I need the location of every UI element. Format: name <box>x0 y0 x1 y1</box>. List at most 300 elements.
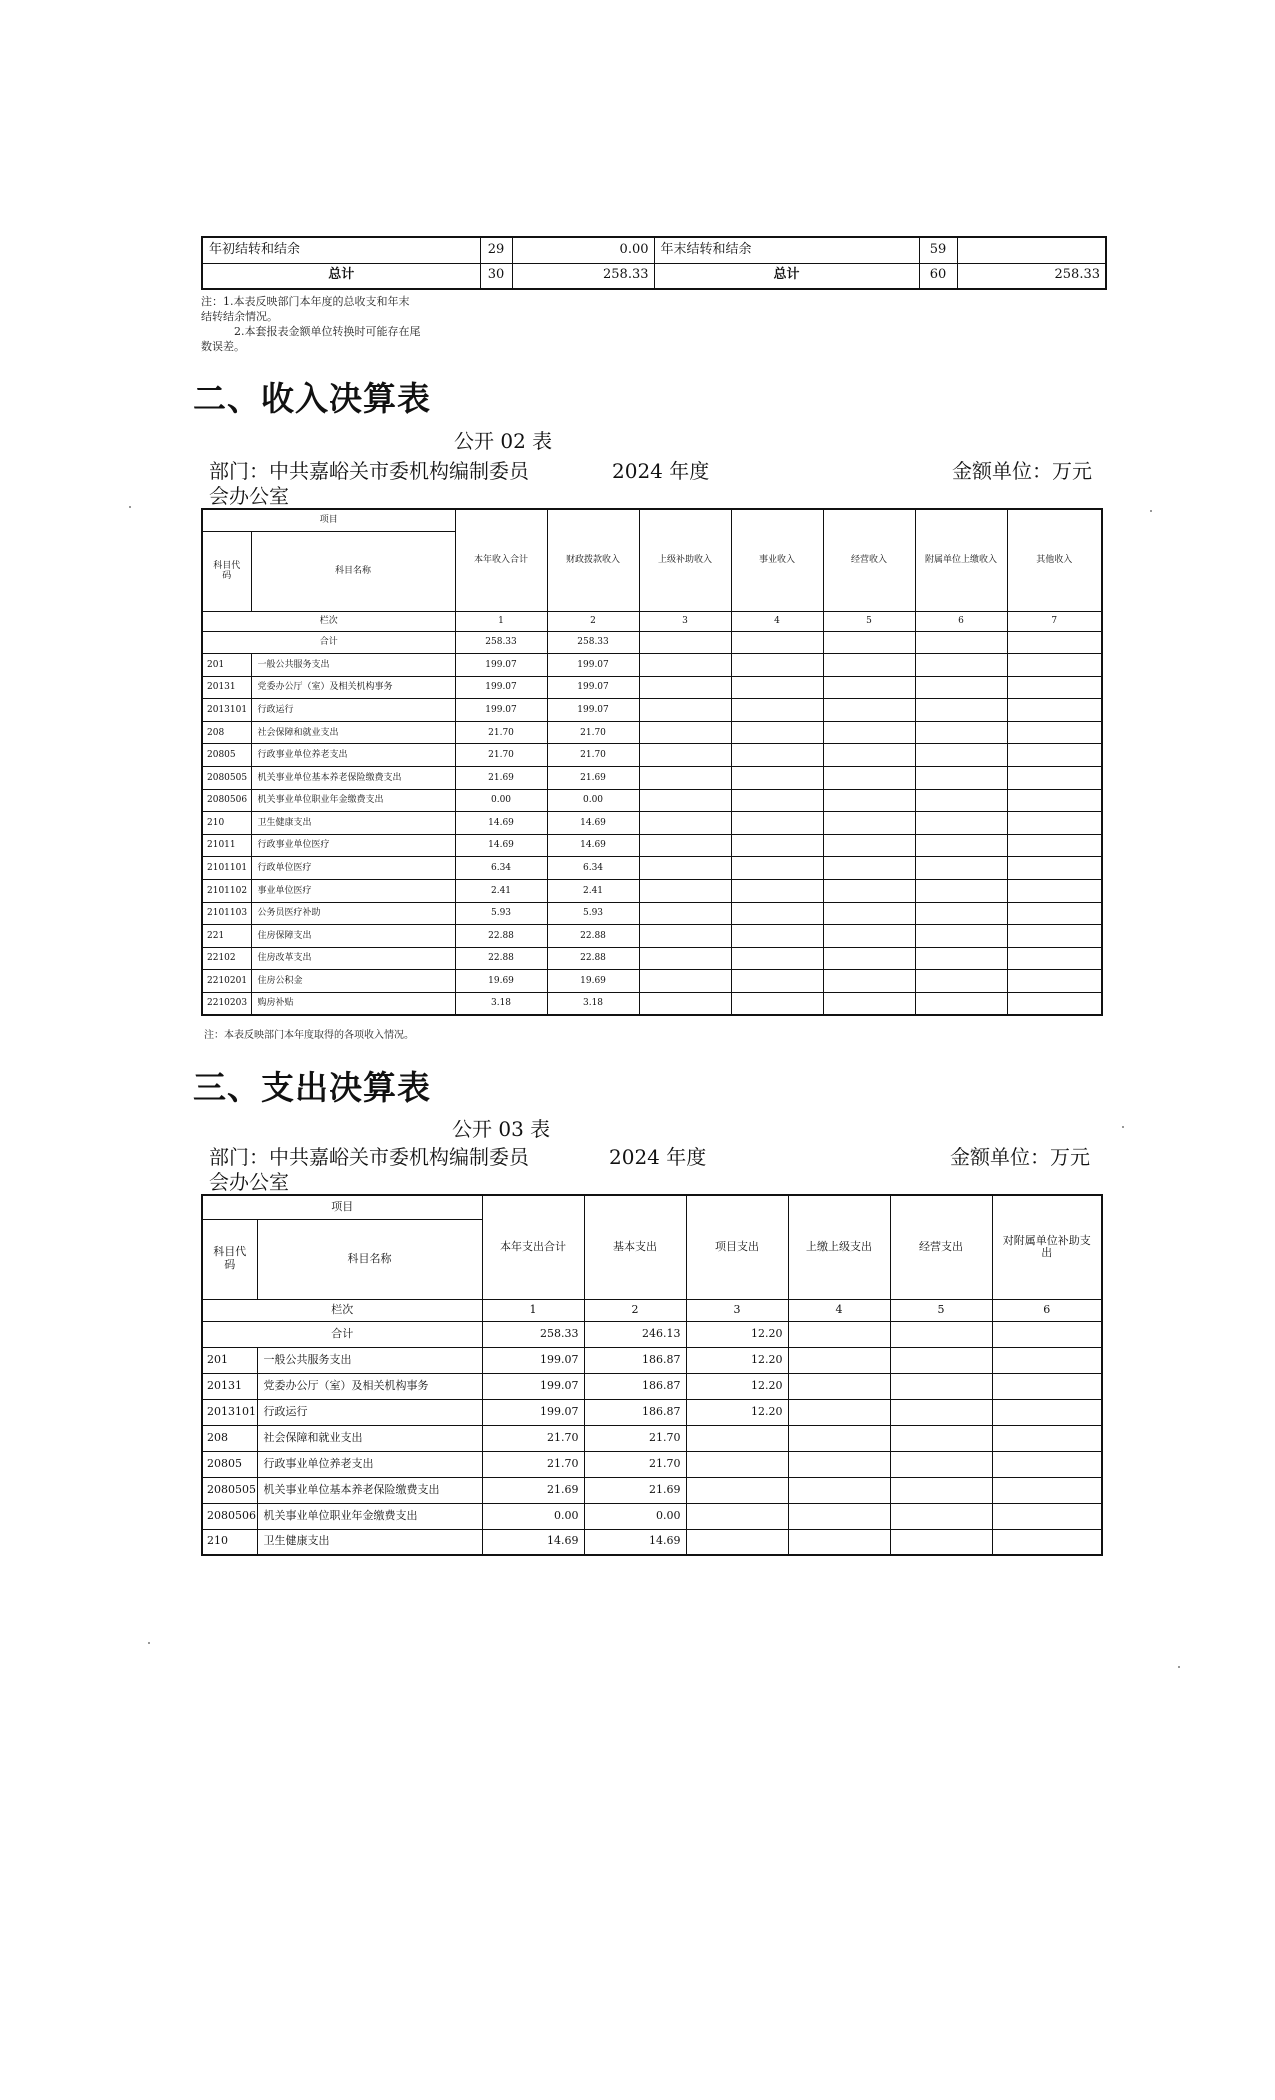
table-row <box>202 880 1102 903</box>
row-name: 党委办公厅（室）及相关机构事务 <box>257 1373 482 1399</box>
header-col: 对附属单位补助支出 <box>992 1195 1102 1299</box>
row-code: 2080506 <box>202 1503 257 1529</box>
row-amount <box>957 237 1106 263</box>
row-name: 机关事业单位职业年金缴费支出 <box>251 789 455 812</box>
row-name: 卫生健康支出 <box>251 812 455 835</box>
row-code: 2101101 <box>202 857 251 880</box>
note-line: 2.本套报表金额单位转换时可能存在尾 <box>234 325 421 338</box>
empty-cell <box>639 902 731 925</box>
empty-cell <box>915 654 1007 677</box>
row-value: 2.41 <box>547 880 639 903</box>
empty-cell <box>1007 993 1102 1016</box>
empty-cell <box>639 789 731 812</box>
empty-cell <box>731 834 823 857</box>
header-col: 上级补助收入 <box>639 509 731 611</box>
table-row <box>202 857 1102 880</box>
row-label: 年初结转和结余 <box>202 237 480 263</box>
empty-cell <box>992 1529 1102 1555</box>
row-name: 社会保障和就业支出 <box>257 1425 482 1451</box>
row-value: 3.18 <box>455 993 547 1016</box>
row-value: 5.93 <box>455 902 547 925</box>
empty-cell <box>823 947 915 970</box>
header-row <box>202 509 1102 531</box>
empty-cell <box>639 676 731 699</box>
table-row <box>202 1503 1102 1529</box>
column-number: 3 <box>639 611 731 631</box>
empty-cell <box>731 699 823 722</box>
table-row <box>202 1451 1102 1477</box>
row-name: 行政运行 <box>251 699 455 722</box>
empty-cell <box>639 993 731 1016</box>
empty-cell <box>823 902 915 925</box>
row-code: 20805 <box>202 744 251 767</box>
row-value: 14.69 <box>547 834 639 857</box>
row-code: 2013101 <box>202 1399 257 1425</box>
column-number: 2 <box>584 1299 686 1321</box>
empty-cell <box>992 1451 1102 1477</box>
row-code: 2080505 <box>202 1477 257 1503</box>
column-number-row <box>202 1299 1102 1321</box>
row-name: 行政事业单位养老支出 <box>251 744 455 767</box>
empty-cell <box>1007 654 1102 677</box>
row-value: 21.70 <box>547 721 639 744</box>
row-value: 6.34 <box>547 857 639 880</box>
row-name: 一般公共服务支出 <box>251 654 455 677</box>
row-value <box>686 1477 788 1503</box>
row-value: 186.87 <box>584 1399 686 1425</box>
empty-cell <box>639 947 731 970</box>
header-col: 上缴上级支出 <box>788 1195 890 1299</box>
row-code: 208 <box>202 721 251 744</box>
empty-cell <box>890 1477 992 1503</box>
column-number: 4 <box>731 611 823 631</box>
row-value: 199.07 <box>455 654 547 677</box>
row-value: 21.70 <box>455 744 547 767</box>
row-number: 29 <box>480 237 512 263</box>
form-number: 公开 03 表 <box>452 1117 551 1141</box>
empty-cell <box>823 789 915 812</box>
row-number: 60 <box>919 263 957 289</box>
department-name-cont: 会办公室 <box>209 484 289 508</box>
row-value: 199.07 <box>547 699 639 722</box>
column-number: 5 <box>823 611 915 631</box>
empty-cell <box>731 902 823 925</box>
empty-cell <box>890 1451 992 1477</box>
empty-cell <box>731 812 823 835</box>
note-line: 注：1.本表反映部门本年度的总收支和年末 <box>201 295 410 308</box>
empty-cell <box>639 654 731 677</box>
empty-cell <box>1007 631 1102 654</box>
empty-cell <box>1007 902 1102 925</box>
empty-cell <box>1007 880 1102 903</box>
table-row <box>202 947 1102 970</box>
empty-cell <box>992 1503 1102 1529</box>
empty-cell <box>639 699 731 722</box>
header-col: 其他收入 <box>1007 509 1102 611</box>
total-label: 总计 <box>654 263 919 289</box>
row-name: 机关事业单位基本养老保险缴费支出 <box>251 767 455 790</box>
row-value <box>686 1451 788 1477</box>
empty-cell <box>788 1321 890 1347</box>
empty-cell <box>890 1529 992 1555</box>
empty-cell <box>823 880 915 903</box>
row-code: 210 <box>202 812 251 835</box>
income-expense-summary-table <box>201 236 1107 290</box>
empty-cell <box>992 1399 1102 1425</box>
row-code: 2101102 <box>202 880 251 903</box>
row-amount: 258.33 <box>512 263 654 289</box>
empty-cell <box>915 925 1007 948</box>
row-code: 2101103 <box>202 902 251 925</box>
row-code: 2210201 <box>202 970 251 993</box>
table-row <box>202 263 1106 289</box>
row-name: 行政运行 <box>257 1399 482 1425</box>
empty-cell <box>823 970 915 993</box>
row-code: 2080506 <box>202 789 251 812</box>
empty-cell <box>731 925 823 948</box>
row-name: 社会保障和就业支出 <box>251 721 455 744</box>
table-row <box>202 654 1102 677</box>
table-row <box>202 970 1102 993</box>
empty-cell <box>823 767 915 790</box>
empty-cell <box>890 1503 992 1529</box>
empty-cell <box>639 631 731 654</box>
header-col: 事业收入 <box>731 509 823 611</box>
row-name: 行政事业单位养老支出 <box>257 1451 482 1477</box>
row-name: 住房公积金 <box>251 970 455 993</box>
row-value: 22.88 <box>547 947 639 970</box>
row-code: 2013101 <box>202 699 251 722</box>
row-name: 住房改革支出 <box>251 947 455 970</box>
empty-cell <box>915 631 1007 654</box>
empty-cell <box>915 676 1007 699</box>
empty-cell <box>915 789 1007 812</box>
empty-cell <box>639 925 731 948</box>
empty-cell <box>788 1373 890 1399</box>
row-value: 186.87 <box>584 1373 686 1399</box>
header-name: 科目名称 <box>251 531 455 611</box>
expense-statement-table <box>201 1194 1103 1556</box>
total-value: 246.13 <box>584 1321 686 1347</box>
column-number: 6 <box>915 611 1007 631</box>
empty-cell <box>1007 789 1102 812</box>
row-code: 2080505 <box>202 767 251 790</box>
header-code: 科目代码 <box>202 1219 257 1299</box>
empty-cell <box>915 880 1007 903</box>
row-amount: 258.33 <box>957 263 1106 289</box>
department-name: 部门：中共嘉峪关市委机构编制委员 <box>209 1145 529 1169</box>
row-value: 199.07 <box>547 654 639 677</box>
column-number: 7 <box>1007 611 1102 631</box>
empty-cell <box>1007 699 1102 722</box>
row-value: 21.70 <box>584 1451 686 1477</box>
table-row <box>202 1347 1102 1373</box>
empty-cell <box>823 857 915 880</box>
empty-cell <box>731 631 823 654</box>
row-value <box>686 1425 788 1451</box>
scan-speck <box>1178 1666 1180 1668</box>
row-value: 21.69 <box>482 1477 584 1503</box>
header-project: 项目 <box>202 509 455 531</box>
header-row <box>202 1195 1102 1219</box>
total-row <box>202 1321 1102 1347</box>
row-name: 公务员医疗补助 <box>251 902 455 925</box>
empty-cell <box>788 1451 890 1477</box>
empty-cell <box>992 1321 1102 1347</box>
income-statement-table <box>201 508 1103 1016</box>
header-name: 科目名称 <box>257 1219 482 1299</box>
row-value: 22.88 <box>455 925 547 948</box>
empty-cell <box>992 1425 1102 1451</box>
row-value: 21.69 <box>455 767 547 790</box>
table-row <box>202 744 1102 767</box>
empty-cell <box>731 993 823 1016</box>
empty-cell <box>639 744 731 767</box>
table-row <box>202 812 1102 835</box>
row-amount: 0.00 <box>512 237 654 263</box>
empty-cell <box>639 767 731 790</box>
total-value: 258.33 <box>482 1321 584 1347</box>
table-row <box>202 1425 1102 1451</box>
empty-cell <box>1007 744 1102 767</box>
table-row <box>202 902 1102 925</box>
row-name: 购房补贴 <box>251 993 455 1016</box>
empty-cell <box>915 970 1007 993</box>
row-value: 19.69 <box>547 970 639 993</box>
empty-cell <box>890 1373 992 1399</box>
row-value: 14.69 <box>455 812 547 835</box>
row-value: 199.07 <box>455 676 547 699</box>
row-value: 0.00 <box>482 1503 584 1529</box>
empty-cell <box>731 947 823 970</box>
row-name: 机关事业单位职业年金缴费支出 <box>257 1503 482 1529</box>
table-row <box>202 1399 1102 1425</box>
row-value: 6.34 <box>455 857 547 880</box>
empty-cell <box>788 1477 890 1503</box>
table-row <box>202 1477 1102 1503</box>
row-code: 22102 <box>202 947 251 970</box>
empty-cell <box>1007 676 1102 699</box>
empty-cell <box>639 970 731 993</box>
empty-cell <box>1007 970 1102 993</box>
row-value: 22.88 <box>547 925 639 948</box>
column-number: 3 <box>686 1299 788 1321</box>
empty-cell <box>639 880 731 903</box>
empty-cell <box>788 1529 890 1555</box>
row-value: 21.70 <box>482 1451 584 1477</box>
row-value: 19.69 <box>455 970 547 993</box>
fiscal-year: 2024 年度 <box>609 1145 707 1169</box>
row-name: 机关事业单位基本养老保险缴费支出 <box>257 1477 482 1503</box>
header-col: 附属单位上缴收入 <box>915 509 1007 611</box>
row-name: 住房保障支出 <box>251 925 455 948</box>
empty-cell <box>731 789 823 812</box>
empty-cell <box>731 654 823 677</box>
empty-cell <box>823 744 915 767</box>
empty-cell <box>890 1425 992 1451</box>
row-value: 14.69 <box>455 834 547 857</box>
row-value: 199.07 <box>482 1347 584 1373</box>
row-name: 卫生健康支出 <box>257 1529 482 1555</box>
row-value: 14.69 <box>547 812 639 835</box>
empty-cell <box>639 834 731 857</box>
row-name: 党委办公厅（室）及相关机构事务 <box>251 676 455 699</box>
row-name: 行政事业单位医疗 <box>251 834 455 857</box>
empty-cell <box>823 993 915 1016</box>
table-row <box>202 1373 1102 1399</box>
empty-cell <box>823 676 915 699</box>
empty-cell <box>731 721 823 744</box>
row-value <box>686 1503 788 1529</box>
total-value: 258.33 <box>547 631 639 654</box>
empty-cell <box>823 834 915 857</box>
table-row <box>202 789 1102 812</box>
row-value: 12.20 <box>686 1373 788 1399</box>
empty-cell <box>1007 857 1102 880</box>
department-name-cont: 会办公室 <box>209 1170 289 1194</box>
header-col: 本年支出合计 <box>482 1195 584 1299</box>
column-number: 1 <box>455 611 547 631</box>
empty-cell <box>823 721 915 744</box>
column-number: 1 <box>482 1299 584 1321</box>
empty-cell <box>1007 721 1102 744</box>
row-value: 14.69 <box>482 1529 584 1555</box>
row-value: 21.69 <box>584 1477 686 1503</box>
column-number-label: 栏次 <box>202 611 455 631</box>
table-note: 注：本表反映部门本年度取得的各项收入情况。 <box>204 1030 414 1041</box>
row-value: 199.07 <box>455 699 547 722</box>
row-code: 20805 <box>202 1451 257 1477</box>
empty-cell <box>788 1503 890 1529</box>
row-code: 20131 <box>202 1373 257 1399</box>
empty-cell <box>823 925 915 948</box>
column-number: 5 <box>890 1299 992 1321</box>
row-value: 14.69 <box>584 1529 686 1555</box>
empty-cell <box>788 1425 890 1451</box>
total-label: 合计 <box>202 1321 482 1347</box>
form-number: 公开 02 表 <box>454 429 553 453</box>
scan-speck <box>1122 1126 1124 1128</box>
table-row <box>202 1529 1102 1555</box>
empty-cell <box>823 812 915 835</box>
note-line: 结转结余情况。 <box>201 310 278 323</box>
empty-cell <box>823 699 915 722</box>
empty-cell <box>1007 812 1102 835</box>
empty-cell <box>823 654 915 677</box>
row-value: 3.18 <box>547 993 639 1016</box>
empty-cell <box>639 857 731 880</box>
header-col: 本年收入合计 <box>455 509 547 611</box>
empty-cell <box>915 721 1007 744</box>
department-name: 部门：中共嘉峪关市委机构编制委员 <box>209 459 529 483</box>
row-value: 199.07 <box>482 1373 584 1399</box>
total-row <box>202 631 1102 654</box>
empty-cell <box>731 970 823 993</box>
empty-cell <box>731 880 823 903</box>
header-project: 项目 <box>202 1195 482 1219</box>
row-value: 5.93 <box>547 902 639 925</box>
fiscal-year: 2024 年度 <box>612 459 710 483</box>
empty-cell <box>1007 834 1102 857</box>
empty-cell <box>915 812 1007 835</box>
column-number: 6 <box>992 1299 1102 1321</box>
section-title-income: 二、收入决算表 <box>193 379 431 418</box>
scan-speck <box>148 1642 150 1644</box>
header-col: 经营收入 <box>823 509 915 611</box>
row-code: 221 <box>202 925 251 948</box>
header-code: 科目代码 <box>202 531 251 611</box>
total-label: 总计 <box>202 263 480 289</box>
header-col: 基本支出 <box>584 1195 686 1299</box>
row-value: 2.41 <box>455 880 547 903</box>
empty-cell <box>731 744 823 767</box>
row-value: 199.07 <box>482 1399 584 1425</box>
row-value: 0.00 <box>455 789 547 812</box>
empty-cell <box>915 902 1007 925</box>
row-code: 208 <box>202 1425 257 1451</box>
row-number: 59 <box>919 237 957 263</box>
row-value: 0.00 <box>547 789 639 812</box>
empty-cell <box>1007 947 1102 970</box>
total-value: 12.20 <box>686 1321 788 1347</box>
table-row <box>202 925 1102 948</box>
table-row <box>202 237 1106 263</box>
empty-cell <box>731 857 823 880</box>
scan-speck <box>1150 510 1152 512</box>
empty-cell <box>890 1347 992 1373</box>
table-row <box>202 676 1102 699</box>
row-code: 20131 <box>202 676 251 699</box>
table-row <box>202 993 1102 1016</box>
total-value: 258.33 <box>455 631 547 654</box>
row-code: 201 <box>202 654 251 677</box>
row-value: 21.70 <box>584 1425 686 1451</box>
empty-cell <box>915 834 1007 857</box>
empty-cell <box>915 993 1007 1016</box>
table-note <box>201 294 421 354</box>
empty-cell <box>992 1347 1102 1373</box>
empty-cell <box>915 767 1007 790</box>
row-name: 一般公共服务支出 <box>257 1347 482 1373</box>
row-value: 186.87 <box>584 1347 686 1373</box>
empty-cell <box>890 1321 992 1347</box>
row-value: 0.00 <box>584 1503 686 1529</box>
empty-cell <box>992 1373 1102 1399</box>
column-number: 2 <box>547 611 639 631</box>
header-col: 经营支出 <box>890 1195 992 1299</box>
empty-cell <box>915 699 1007 722</box>
empty-cell <box>915 857 1007 880</box>
empty-cell <box>915 744 1007 767</box>
empty-cell <box>788 1347 890 1373</box>
row-code: 21011 <box>202 834 251 857</box>
empty-cell <box>788 1399 890 1425</box>
table-row <box>202 767 1102 790</box>
column-number-row <box>202 611 1102 631</box>
amount-unit: 金额单位：万元 <box>950 1145 1090 1169</box>
row-value: 12.20 <box>686 1399 788 1425</box>
column-number-label: 栏次 <box>202 1299 482 1321</box>
row-value: 21.69 <box>547 767 639 790</box>
row-value: 21.70 <box>547 744 639 767</box>
empty-cell <box>1007 767 1102 790</box>
row-value: 12.20 <box>686 1347 788 1373</box>
row-label: 年末结转和结余 <box>654 237 919 263</box>
note-line: 数误差。 <box>201 340 245 353</box>
row-code: 210 <box>202 1529 257 1555</box>
empty-cell <box>731 676 823 699</box>
table-row <box>202 699 1102 722</box>
